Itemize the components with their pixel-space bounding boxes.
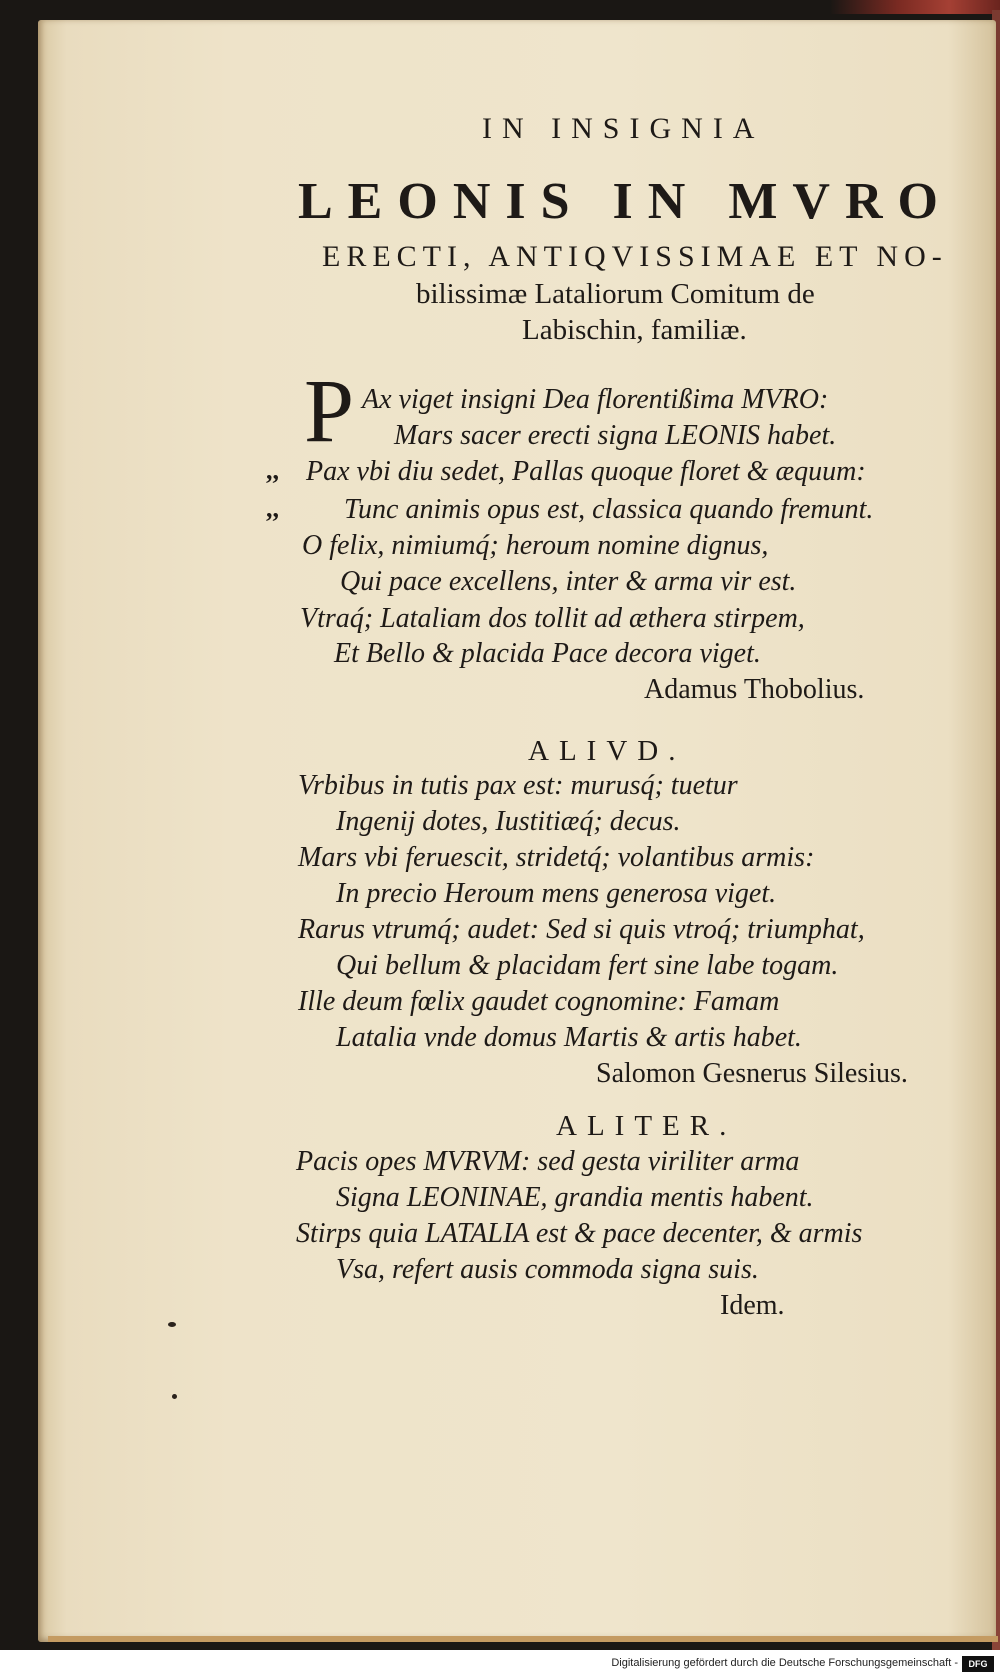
poem1-line-7: Vtraq́; Lataliam dos tollit ad æthera stirpem, [300,603,805,634]
poem1-author: Adamus Thobolius. [644,674,865,705]
poem3-heading: ALITER. [556,1110,737,1142]
poem3-line-3: Stirps quia LATALIA est & pace decenter, & armis [296,1218,863,1249]
title-line-2: ERECTI, ANTIQVISSIMAE ET NO- [322,240,948,273]
dfg-logo: DFG [962,1656,994,1672]
ink-speck [168,1322,176,1327]
title-line-4: Labischin, familiæ. [522,314,747,346]
poem2-line-5: Rarus vtrumq́; audet: Sed si quis vtroq́; triumphat, [298,914,865,945]
ink-speck [172,1394,177,1399]
poem2-heading: ALIVD. [528,735,686,767]
poem2-line-1: Vrbibus in tutis pax est: murusq́; tuetur [298,770,738,801]
poem3-line-2: Signa LEONINAE, grandia mentis habent. [336,1182,814,1213]
drop-cap: P [304,362,355,461]
page-bottom-edge [48,1636,998,1642]
poem1-line-1: Ax viget insigni Dea florentißima MVRO: [362,384,829,415]
poem1-line-6: Qui pace excellens, inter & arma vir est. [340,566,797,597]
quote-marker: ,, [266,494,279,523]
title-line-1: LEONIS IN MVRO [298,173,953,230]
poem3-line-4: Vsa, refert ausis commoda signa suis. [336,1254,759,1285]
poem2-line-4: In precio Heroum mens generosa viget. [336,878,777,909]
poem3-author: Idem. [720,1290,785,1321]
poem1-line-8: Et Bello & placida Pace decora viget. [334,638,761,669]
poem2-line-8: Latalia vnde domus Martis & artis habet. [336,1022,802,1053]
poem1-line-3: Pax vbi diu sedet, Pallas quoque floret & æquum: [306,456,866,487]
poem1-line-5: O felix, nimiumq́; heroum nomine dignus, [302,530,769,561]
poem1-line-2: Mars sacer erecti signa LEONIS habet. [394,420,837,451]
quote-marker: ,, [266,456,279,485]
poem2-line-7: Ille deum fœlix gaudet cognomine: Famam [298,986,780,1017]
running-head: IN INSIGNIA [482,112,765,145]
title-line-3: bilissimæ Lataliorum Comitum de [416,278,815,310]
book-edge-top [830,0,1000,14]
footer-credit: Digitalisierung gefördert durch die Deutsche Forschungsgemeinschaft - [611,1657,958,1669]
poem2-line-3: Mars vbi feruescit, stridetq́; volantibus armis: [298,842,815,873]
poem1-line-4: Tunc animis opus est, classica quando fremunt. [344,494,874,525]
poem2-author: Salomon Gesnerus Silesius. [596,1058,908,1089]
poem2-line-2: Ingenij dotes, Iustitiæq́; decus. [336,806,681,837]
footer-bar [0,1653,1000,1678]
poem3-line-1: Pacis opes MVRVM: sed gesta viriliter arma [296,1146,800,1177]
poem2-line-6: Qui bellum & placidam fert sine labe togam. [336,950,839,981]
